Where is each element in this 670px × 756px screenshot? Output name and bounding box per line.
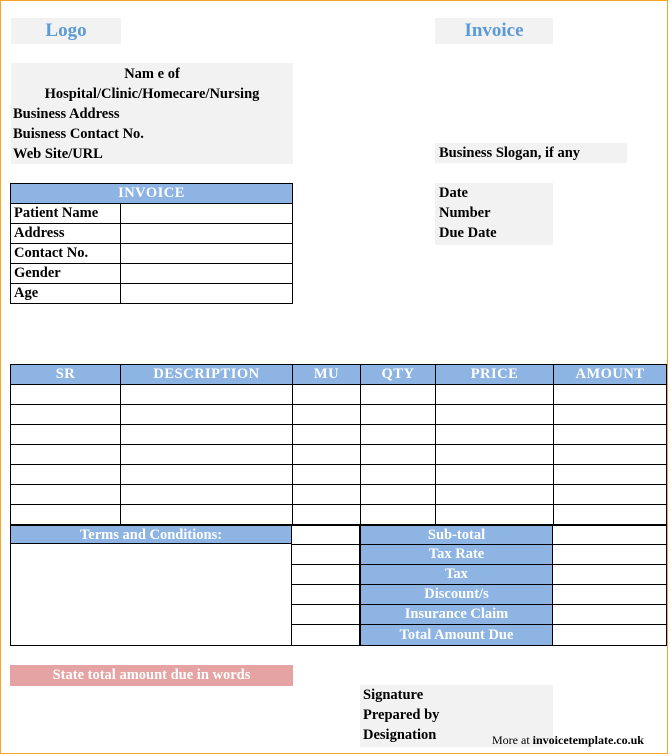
total-tax-rate: Tax Rate xyxy=(360,545,553,565)
signature-label: Signature xyxy=(363,687,424,703)
col-description: DESCRIPTION xyxy=(121,365,293,385)
business-slogan: Business Slogan, if any xyxy=(435,143,627,163)
value-tax-rate[interactable] xyxy=(553,545,667,565)
table-row xyxy=(11,485,667,505)
totals-values xyxy=(553,525,667,646)
value-subtotal[interactable] xyxy=(553,525,667,545)
total-insurance-claim: Insurance Claim xyxy=(360,605,553,625)
table-row xyxy=(11,385,667,405)
value-contact[interactable] xyxy=(121,244,293,264)
col-mu: MU xyxy=(293,365,361,385)
field-address: Address xyxy=(11,224,121,244)
items-header-row xyxy=(11,365,667,385)
items-table xyxy=(10,364,667,525)
value-discounts[interactable] xyxy=(553,585,667,605)
table-row xyxy=(11,425,667,445)
terms-header-cell: Terms and Conditions: xyxy=(10,525,292,544)
meta-date: Date xyxy=(439,185,468,201)
prepared-by-label: Prepared by xyxy=(363,707,440,723)
lower-section xyxy=(10,525,667,646)
total-discounts: Discount/s xyxy=(360,585,553,605)
meta-number: Number xyxy=(439,205,491,221)
value-tax[interactable] xyxy=(553,565,667,585)
table-row xyxy=(11,465,667,485)
value-gender[interactable] xyxy=(121,264,293,284)
meta-due-date: Due Date xyxy=(439,225,497,241)
table-row xyxy=(11,445,667,465)
amount-in-words-label: State total amount due in words xyxy=(10,665,293,686)
field-gender: Gender xyxy=(11,264,121,284)
field-contact: Contact No. xyxy=(11,244,121,264)
org-contact: Buisness Contact No. xyxy=(13,126,144,142)
logo-placeholder: Logo xyxy=(11,18,121,44)
org-name-line2: Hospital/Clinic/Homecare/Nursing xyxy=(44,86,260,102)
total-tax: Tax xyxy=(360,565,553,585)
totals-labels xyxy=(360,525,553,646)
col-sr: SR xyxy=(11,365,121,385)
col-price: PRICE xyxy=(436,365,554,385)
designation-label: Designation xyxy=(363,727,437,743)
org-website: Web Site/URL xyxy=(13,146,103,162)
total-subtotal: Sub-total xyxy=(360,525,553,545)
value-address[interactable] xyxy=(121,224,293,244)
value-age[interactable] xyxy=(121,284,293,304)
col-amount: AMOUNT xyxy=(554,365,667,385)
mu-column-lower xyxy=(292,525,360,646)
col-qty: QTY xyxy=(361,365,436,385)
org-address: Business Address xyxy=(13,106,120,122)
value-patient-name[interactable] xyxy=(121,204,293,224)
organization-block xyxy=(11,63,293,164)
total-amount-due: Total Amount Due xyxy=(360,625,553,646)
value-insurance-claim[interactable] xyxy=(553,605,667,625)
table-row xyxy=(11,505,667,525)
table-row xyxy=(11,405,667,425)
field-patient-name: Patient Name xyxy=(11,204,121,224)
value-amount-due[interactable] xyxy=(553,625,667,646)
field-age: Age xyxy=(11,284,121,304)
invoice-meta-block xyxy=(435,183,553,245)
patient-info-table xyxy=(10,183,293,304)
footer-credit xyxy=(492,733,644,748)
invoice-title: Invoice xyxy=(435,18,553,44)
patient-table-header: INVOICE xyxy=(11,184,293,204)
footer-text: More at invoicetemplate.co.uk xyxy=(492,733,644,747)
terms-body[interactable] xyxy=(10,543,292,646)
org-name-line1: Nam e of xyxy=(124,66,180,82)
